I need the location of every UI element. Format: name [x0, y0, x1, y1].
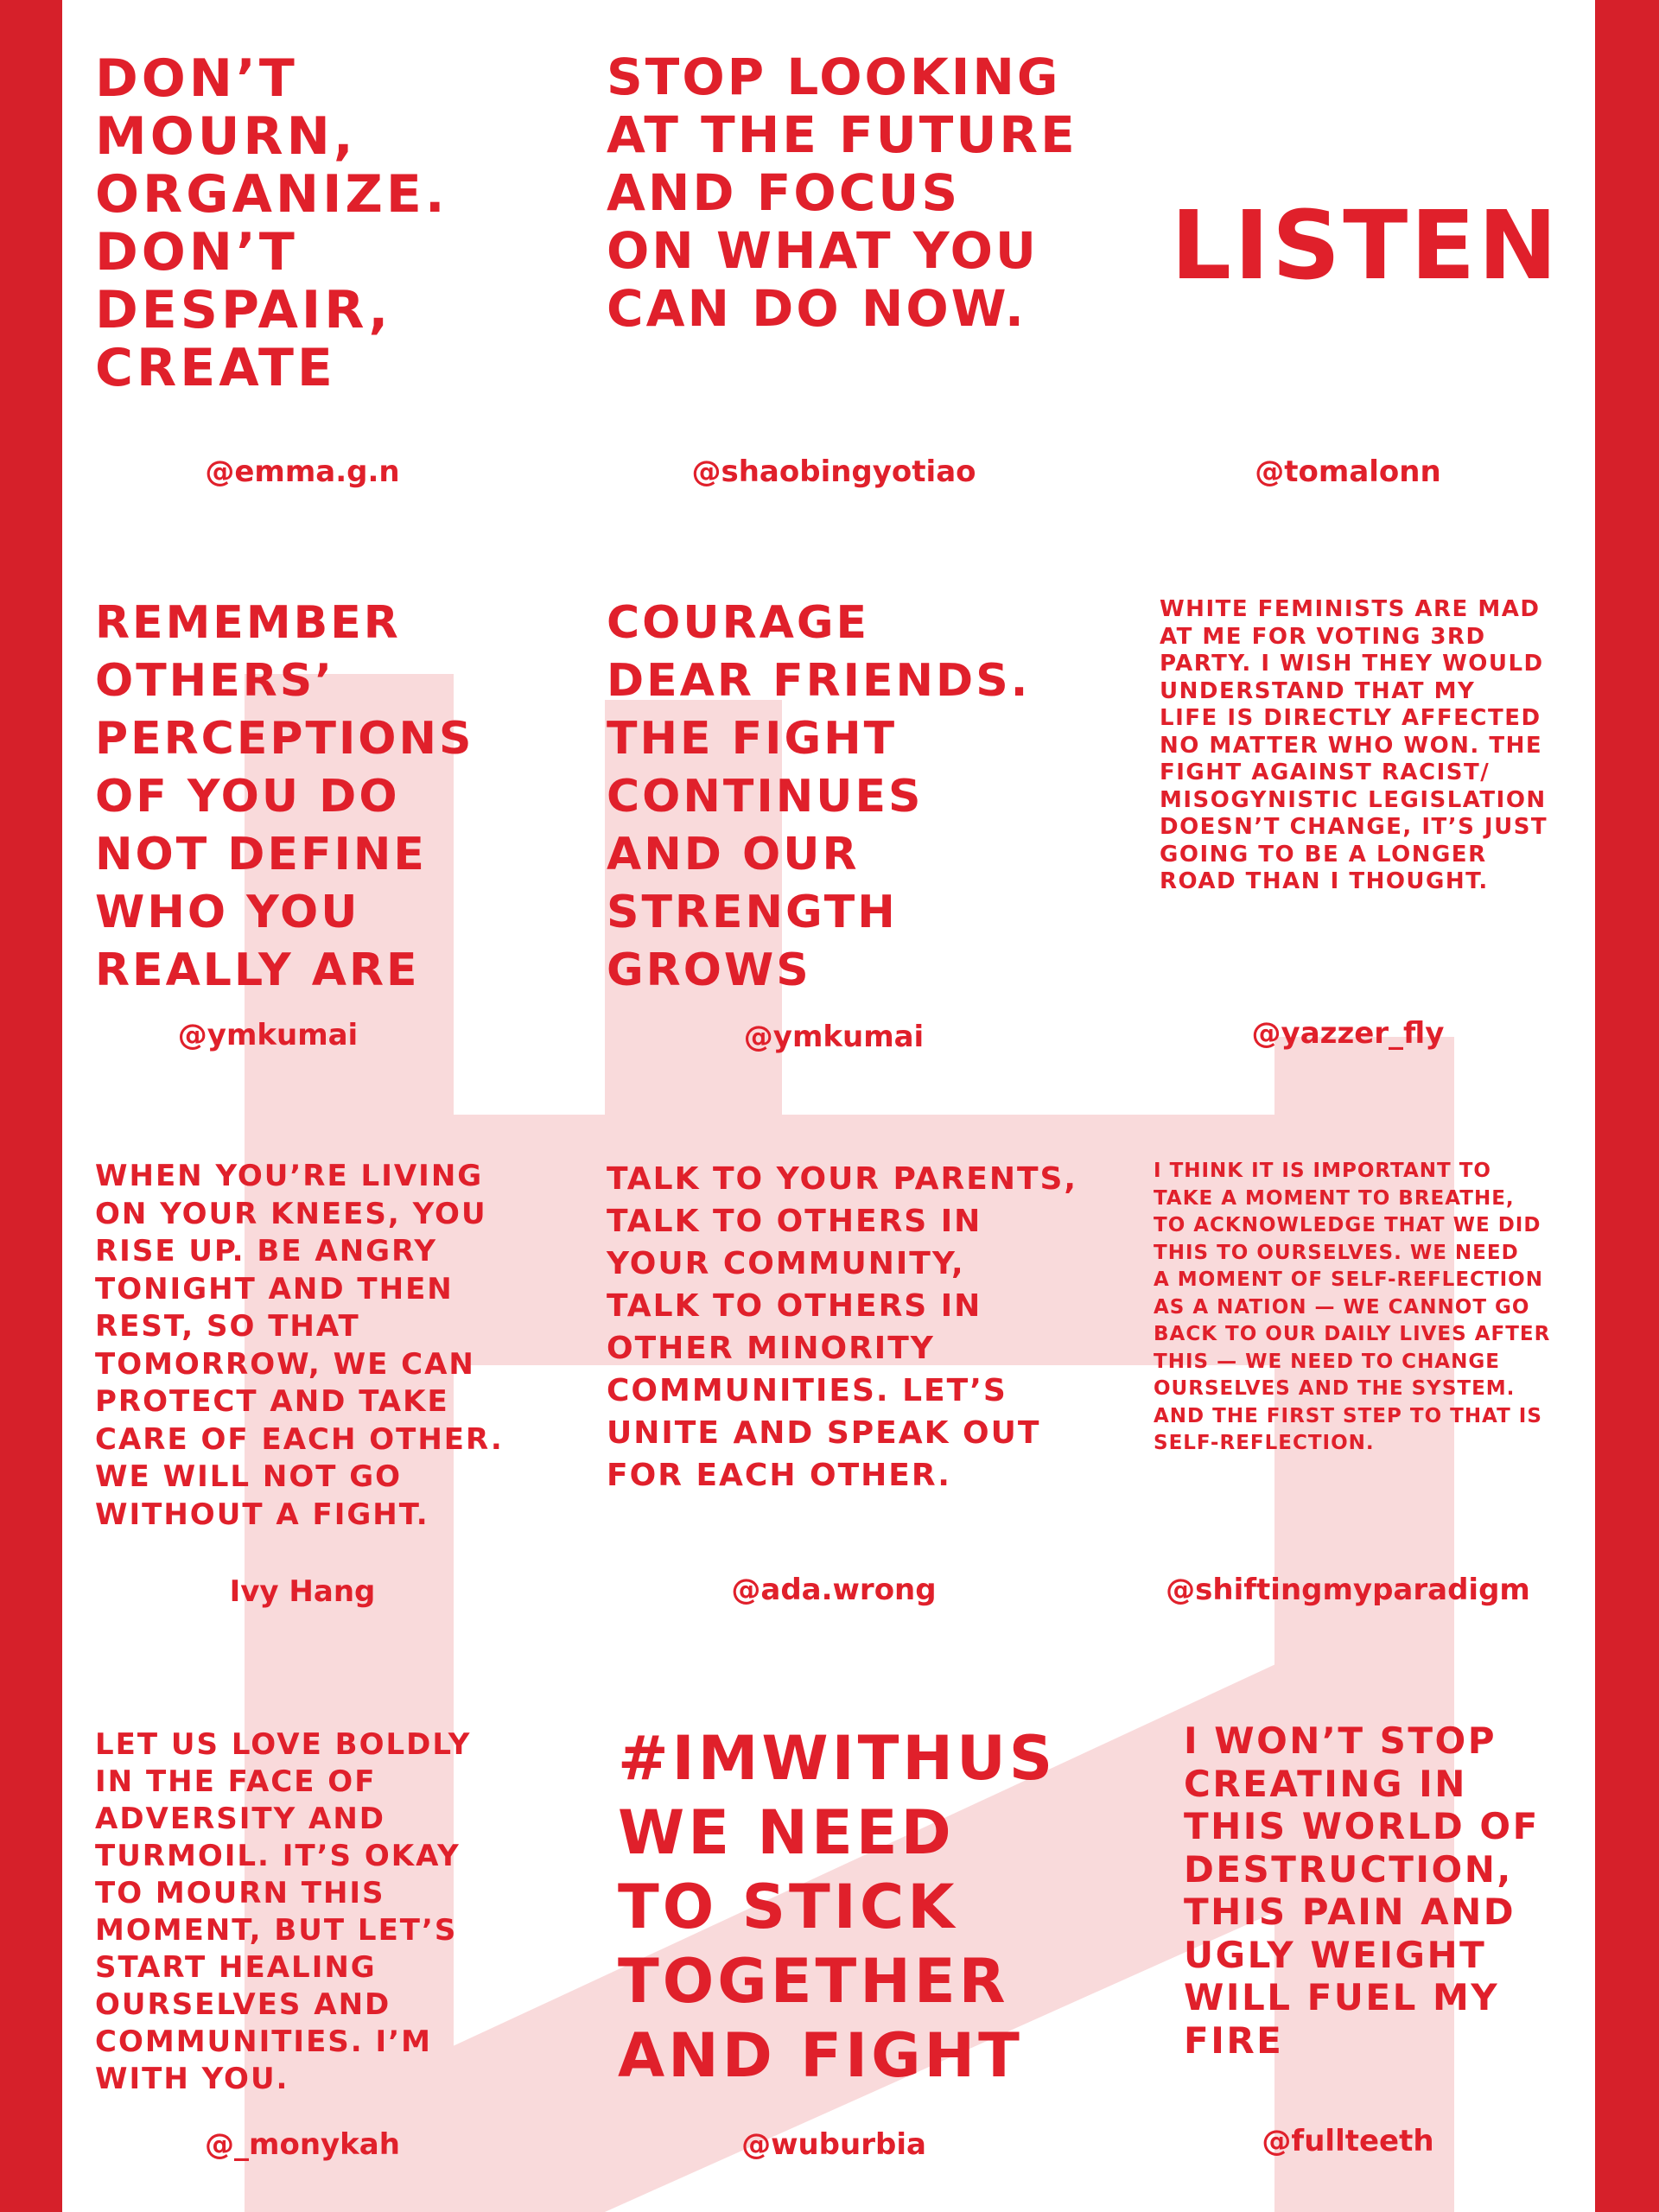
author-handle: @_monykah [205, 2127, 400, 2162]
quote-text: #IMWITHUS WE NEED TO STICK TOGETHER AND FIGHT [618, 1723, 1057, 2091]
quote-text: TALK TO YOUR PARENTS, TALK TO OTHERS IN YOUR COMMUNITY, TALK TO OTHERS IN OTHER MINORITY COMMUNITIES. LET’S UNITE AND SPEAK OUT FOR EACH OTHER. [607, 1161, 1078, 1493]
author-handle: @yazzer_fly [1251, 1016, 1445, 1051]
quote-text: LET US LOVE BOLDLY IN THE FACE OF ADVERSITY AND TURMOIL. IT’S OKAY TO MOURN THIS MOMENT, BUT LET’S START HEALING OURSELVES AND COMMUNITIES. I’M WITH YOU. [95, 1727, 472, 2096]
author-handle: Ivy Hang [229, 1574, 376, 1609]
quote-text: DON’T MOURN, ORGANIZE. DON’T DESPAIR, CREATE [95, 48, 448, 398]
author-handle: @emma.g.n [205, 454, 400, 489]
author-handle: @ymkumai [743, 1020, 925, 1054]
author-handle: @tomalonn [1255, 454, 1441, 489]
quote-text: STOP LOOKING AT THE FUTURE AND FOCUS ON WHAT YOU CAN DO NOW. [607, 48, 1077, 338]
quote-text: WHEN YOU’RE LIVING ON YOUR KNEES, YOU RISE UP. BE ANGRY TONIGHT AND THEN REST, SO THAT TOMORROW, WE CAN PROTECT AND TAKE CARE OF EACH OTHER. WE WILL NOT GO WITHOUT A FIGHT. [95, 1159, 504, 1532]
author-handle: @wuburbia [741, 2127, 926, 2162]
quote-text: LISTEN [1171, 190, 1560, 301]
quote-text: REMEMBER OTHERS’ PERCEPTIONS OF YOU DO NOT DEFINE WHO YOU REALLY ARE [95, 597, 474, 996]
author-handle: @shaobingyotiao [691, 454, 976, 489]
quote-text: I THINK IT IS IMPORTANT TO TAKE A MOMENT TO BREATHE, TO ACKNOWLEDGE THAT WE DID THIS TO OURSELVES. WE NEED A MOMENT OF SELF-REFLECTION AS A NATION — WE CANNOT GO BACK TO OUR DAILY LIVES AFTER THIS — WE NEED TO CHANGE OURSELVES AND THE SYSTEM. AND THE FIRST STEP TO THAT IS SELF-REFLECTION. [1154, 1160, 1551, 1454]
author-handle: @ymkumai [177, 1018, 359, 1052]
author-handle: @ada.wrong [731, 1573, 937, 1607]
author-handle: @fullteeth [1262, 2124, 1434, 2158]
quote-text: COURAGE DEAR FRIENDS. THE FIGHT CONTINUES AND OUR STRENGTH GROWS [607, 597, 1031, 996]
quote-text: I WON’T STOP CREATING IN THIS WORLD OF DESTRUCTION, THIS PAIN AND UGLY WEIGHT WILL FUEL MY FIRE [1184, 1719, 1540, 2062]
author-handle: @shiftingmyparadigm [1166, 1573, 1530, 1607]
quote-text: WHITE FEMINISTS ARE MAD AT ME FOR VOTING 3RD PARTY. I WISH THEY WOULD UNDERSTAND THAT MY LIFE IS DIRECTLY AFFECTED NO MATTER WHO WON. THE FIGHT AGAINST RACIST/ MISOGYNISTIC LEGISLATION DOESN’T CHANGE, IT’S JUST GOING TO BE A LONGER ROAD THAN I THOUGHT. [1160, 596, 1548, 894]
